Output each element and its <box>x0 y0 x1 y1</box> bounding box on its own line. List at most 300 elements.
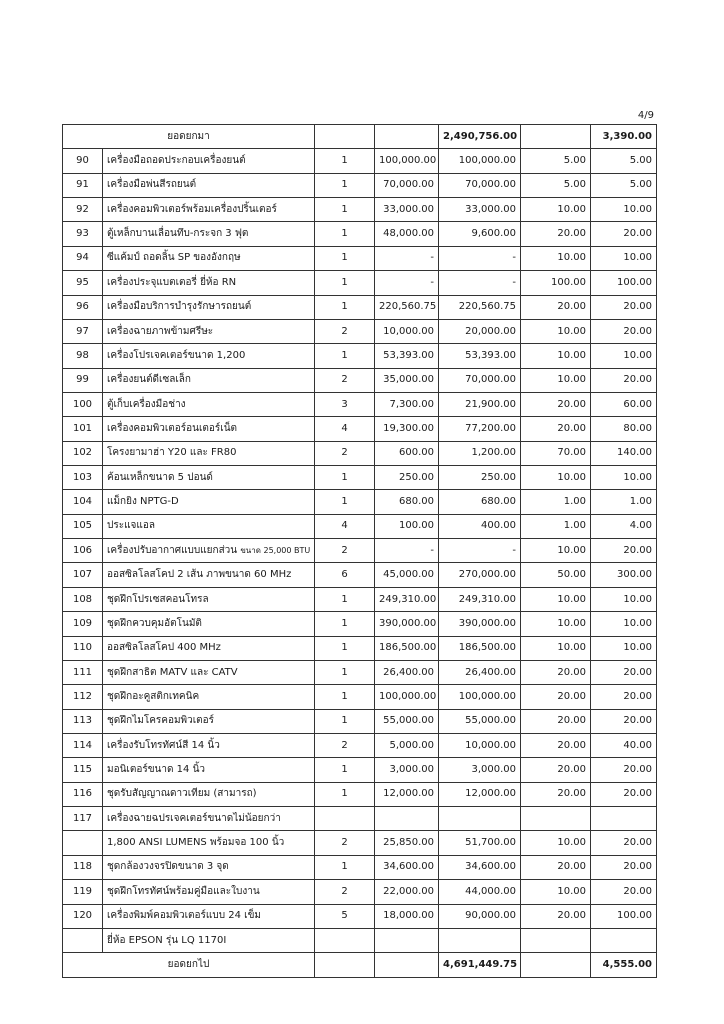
quantity-text: 1 <box>341 666 348 678</box>
quantity-text: 2 <box>341 325 348 337</box>
total-price <box>439 733 521 757</box>
item-description-text: ชุดฝึกควบคุมอัตโนมัติ <box>107 617 202 629</box>
carry-in-depreciation: 3,390.00 <box>591 125 657 149</box>
depreciation-rate-text: 70.00 <box>557 447 587 459</box>
depreciation-amount-text: 20.00 <box>623 666 653 678</box>
depreciation-rate <box>521 807 591 831</box>
quantity <box>315 344 375 368</box>
unit-price <box>375 660 439 684</box>
depreciation-rate <box>521 709 591 733</box>
quantity <box>315 782 375 806</box>
total-price-text: 26,400.00 <box>465 666 517 678</box>
quantity <box>315 709 375 733</box>
item-description-text: เครื่องมือพ่นสีรถยนต์ <box>107 179 197 191</box>
unit-price <box>375 539 439 563</box>
item-description-text: ออสซิลโลสโคป 2 เส้น ภาพขนาด 60 MHz <box>107 569 292 581</box>
depreciation-rate-text: 5.00 <box>563 155 587 167</box>
depreciation-amount <box>591 880 657 904</box>
row-number-text: 114 <box>72 739 93 751</box>
depreciation-amount-text: 10.00 <box>623 642 653 654</box>
item-description-text: ชุดฝึกโทรทัศน์พร้อมคู่มือและใบงาน <box>107 885 260 897</box>
quantity <box>315 490 375 514</box>
item-description-text: ประแจแอล <box>107 520 155 532</box>
total-price <box>439 880 521 904</box>
table-row <box>63 246 657 270</box>
total-price <box>439 490 521 514</box>
table-row <box>63 782 657 806</box>
quantity <box>315 246 375 270</box>
depreciation-rate <box>521 636 591 660</box>
item-description <box>103 271 315 295</box>
quantity <box>315 222 375 246</box>
quantity <box>315 612 375 636</box>
depreciation-amount-text: 20.00 <box>623 325 653 337</box>
depreciation-rate <box>521 198 591 222</box>
table-row <box>63 807 657 831</box>
quantity-text: 1 <box>341 228 348 240</box>
depreciation-rate <box>521 271 591 295</box>
carry-in-qty <box>315 125 375 149</box>
quantity <box>315 904 375 928</box>
depreciation-rate <box>521 246 591 270</box>
item-description-text: ตู้เหล็กบานเลื่อนทึบ-กระจก 3 ฟุต <box>107 228 249 240</box>
depreciation-amount-text: 10.00 <box>623 617 653 629</box>
table-row <box>63 441 657 465</box>
quantity <box>315 758 375 782</box>
depreciation-amount <box>591 246 657 270</box>
item-description-text: ชุดฝึกโปรเซสคอนโทรล <box>107 593 209 605</box>
depreciation-amount <box>591 709 657 733</box>
row-number-text: 105 <box>72 520 93 532</box>
item-description <box>103 660 315 684</box>
row-number <box>63 855 103 879</box>
item-description <box>103 198 315 222</box>
unit-price-text: 680.00 <box>399 496 435 508</box>
depreciation-rate-text: 20.00 <box>557 228 587 240</box>
unit-price <box>375 514 439 538</box>
depreciation-rate <box>521 733 591 757</box>
item-description-text: 1,800 ANSI LUMENS พร้อมจอ 100 นิ้ว <box>107 837 285 849</box>
quantity-text: 1 <box>341 252 348 264</box>
unit-price <box>375 441 439 465</box>
depreciation-rate <box>521 904 591 928</box>
item-description <box>103 612 315 636</box>
unit-price <box>375 490 439 514</box>
total-price <box>439 758 521 782</box>
depreciation-rate <box>521 222 591 246</box>
depreciation-amount <box>591 587 657 611</box>
quantity <box>315 417 375 441</box>
unit-price-text: 70,000.00 <box>383 179 435 191</box>
total-price-text: 53,393.00 <box>465 349 517 361</box>
quantity <box>315 514 375 538</box>
unit-price <box>375 709 439 733</box>
unit-price <box>375 831 439 855</box>
item-description-text: เครื่องคอมพิวเตอร์อนเตอร์เน็ต <box>107 422 238 434</box>
item-description-text: เครื่องมือถอดประกอบเครื่องยนต์ <box>107 155 246 167</box>
row-number-text: 98 <box>76 349 89 361</box>
carry-out-depreciation: 4,555.00 <box>591 953 657 978</box>
item-description-text: เครื่องประจุแบตเตอรี่ ยี่ห้อ RN <box>107 276 237 288</box>
item-description <box>103 563 315 587</box>
item-description <box>103 904 315 928</box>
unit-price-text: 186,500.00 <box>379 642 437 654</box>
depreciation-rate <box>521 319 591 343</box>
depreciation-amount-text: 10.00 <box>623 349 653 361</box>
depreciation-amount-text: 10.00 <box>623 252 653 264</box>
item-description <box>103 222 315 246</box>
total-price-text: 249,310.00 <box>458 593 517 605</box>
quantity <box>315 660 375 684</box>
depreciation-amount <box>591 490 657 514</box>
total-price-text: 270,000.00 <box>458 569 517 581</box>
depreciation-amount-text: 4.00 <box>629 520 653 532</box>
depreciation-amount <box>591 466 657 490</box>
depreciation-amount <box>591 295 657 319</box>
row-number-text: 120 <box>72 910 93 922</box>
unit-price <box>375 368 439 392</box>
row-number <box>63 222 103 246</box>
unit-price <box>375 344 439 368</box>
depreciation-amount <box>591 758 657 782</box>
unit-price-text: 600.00 <box>399 447 435 459</box>
unit-price <box>375 807 439 831</box>
item-description-text: ชุดรับสัญญาณดาวเทียม (สามารถ) <box>107 788 257 800</box>
depreciation-rate <box>521 612 591 636</box>
unit-price <box>375 295 439 319</box>
asset-table <box>62 124 657 978</box>
depreciation-rate <box>521 782 591 806</box>
item-description <box>103 587 315 611</box>
quantity-text: 1 <box>341 593 348 605</box>
depreciation-amount-text: 20.00 <box>623 764 653 776</box>
table-row <box>63 660 657 684</box>
unit-price-text: - <box>430 276 435 288</box>
depreciation-amount <box>591 782 657 806</box>
item-description <box>103 173 315 197</box>
depreciation-rate-text: 10.00 <box>557 471 587 483</box>
total-price-text: - <box>512 544 517 556</box>
item-description-text: เครื่องมือบริการบำรุงรักษารถยนต์ <box>107 301 252 313</box>
depreciation-amount-text: 20.00 <box>623 374 653 386</box>
total-price <box>439 466 521 490</box>
table-row <box>63 733 657 757</box>
table-row <box>63 271 657 295</box>
table-row <box>63 831 657 855</box>
item-description-text: ชุดฝึกสาธิต MATV และ CATV <box>107 666 238 678</box>
unit-price <box>375 758 439 782</box>
total-price <box>439 928 521 952</box>
depreciation-rate-text: 10.00 <box>557 642 587 654</box>
total-price-text: 390,000.00 <box>458 617 517 629</box>
total-price-text: 70,000.00 <box>465 179 517 191</box>
total-price-text: 186,500.00 <box>458 642 517 654</box>
table-row <box>63 490 657 514</box>
row-number <box>63 807 103 831</box>
item-description <box>103 928 315 952</box>
total-price-text: 250.00 <box>481 471 517 483</box>
total-price <box>439 319 521 343</box>
unit-price <box>375 612 439 636</box>
row-number-text: 100 <box>72 398 93 410</box>
depreciation-amount <box>591 904 657 928</box>
unit-price <box>375 928 439 952</box>
table-row <box>63 466 657 490</box>
carry-out-qty <box>315 953 375 978</box>
item-note: ขนาด 25,000 BTU <box>240 545 311 555</box>
row-number <box>63 514 103 538</box>
depreciation-rate <box>521 344 591 368</box>
quantity <box>315 563 375 587</box>
total-price <box>439 807 521 831</box>
total-price-text: 20,000.00 <box>465 325 517 337</box>
depreciation-rate-text: 20.00 <box>557 788 587 800</box>
unit-price-text: - <box>430 544 435 556</box>
item-description <box>103 636 315 660</box>
depreciation-amount-text: 20.00 <box>623 690 653 702</box>
depreciation-rate-text: 20.00 <box>557 715 587 727</box>
item-description <box>103 685 315 709</box>
depreciation-amount <box>591 807 657 831</box>
quantity-text: 5 <box>341 910 348 922</box>
unit-price-text: 34,600.00 <box>383 861 435 873</box>
depreciation-rate <box>521 928 591 952</box>
item-description <box>103 514 315 538</box>
depreciation-rate-text: 10.00 <box>557 593 587 605</box>
depreciation-amount <box>591 344 657 368</box>
depreciation-rate <box>521 295 591 319</box>
row-number <box>63 904 103 928</box>
row-number-text: 90 <box>76 155 89 167</box>
depreciation-amount-text: 40.00 <box>623 739 653 751</box>
depreciation-amount-text: 20.00 <box>623 861 653 873</box>
depreciation-rate <box>521 466 591 490</box>
row-number <box>63 417 103 441</box>
total-price-text: 44,000.00 <box>465 885 517 897</box>
row-number-text: 92 <box>76 203 89 215</box>
item-description-text: เครื่องปรับอากาศแบบแยกส่วน <box>107 544 238 556</box>
total-price-text: 3,000.00 <box>471 764 517 776</box>
total-price-text: 12,000.00 <box>465 788 517 800</box>
depreciation-rate-text: 1.00 <box>563 520 587 532</box>
depreciation-rate-text: 20.00 <box>557 301 587 313</box>
depreciation-amount-text: 5.00 <box>629 155 653 167</box>
row-number <box>63 344 103 368</box>
depreciation-amount <box>591 392 657 416</box>
quantity-text: 1 <box>341 203 348 215</box>
depreciation-amount-text: 20.00 <box>623 788 653 800</box>
item-description-text: ชุดกล้องวงจรปิดขนาด 3 จุด <box>107 861 229 873</box>
depreciation-rate-text: 10.00 <box>557 349 587 361</box>
row-number <box>63 539 103 563</box>
table-row <box>63 539 657 563</box>
total-price-text: 34,600.00 <box>465 861 517 873</box>
depreciation-amount <box>591 855 657 879</box>
table-row <box>63 685 657 709</box>
unit-price-text: 19,300.00 <box>383 422 435 434</box>
table-row <box>63 222 657 246</box>
row-number-text: 103 <box>72 471 93 483</box>
depreciation-amount <box>591 222 657 246</box>
quantity-text: 4 <box>341 520 348 532</box>
unit-price-text: 220,560.75 <box>379 301 437 313</box>
total-price-text: 90,000.00 <box>465 910 517 922</box>
item-description <box>103 539 315 563</box>
depreciation-rate-text: 10.00 <box>557 325 587 337</box>
quantity-text: 2 <box>341 374 348 386</box>
row-number <box>63 295 103 319</box>
depreciation-amount-text: 20.00 <box>623 885 653 897</box>
row-number-text: 101 <box>72 422 93 434</box>
unit-price <box>375 173 439 197</box>
total-price <box>439 246 521 270</box>
depreciation-rate <box>521 685 591 709</box>
unit-price-text: 100,000.00 <box>379 690 437 702</box>
unit-price <box>375 855 439 879</box>
unit-price <box>375 198 439 222</box>
depreciation-rate-text: 5.00 <box>563 179 587 191</box>
depreciation-rate <box>521 417 591 441</box>
depreciation-rate-text: 10.00 <box>557 837 587 849</box>
row-number <box>63 198 103 222</box>
depreciation-amount <box>591 612 657 636</box>
unit-price-text: 100,000.00 <box>379 155 437 167</box>
table-row <box>63 417 657 441</box>
depreciation-rate-text: 20.00 <box>557 422 587 434</box>
unit-price <box>375 246 439 270</box>
depreciation-rate <box>521 173 591 197</box>
item-description <box>103 441 315 465</box>
depreciation-amount-text: 20.00 <box>623 301 653 313</box>
quantity-text: 1 <box>341 617 348 629</box>
page-number: 4/9 <box>637 110 654 121</box>
total-price <box>439 855 521 879</box>
unit-price-text: 7,300.00 <box>389 398 435 410</box>
depreciation-rate <box>521 855 591 879</box>
quantity <box>315 539 375 563</box>
total-price-text: 55,000.00 <box>465 715 517 727</box>
item-description <box>103 149 315 173</box>
table-row <box>63 928 657 952</box>
total-price-text: 1,200.00 <box>471 447 517 459</box>
depreciation-rate-text: 10.00 <box>557 885 587 897</box>
total-price <box>439 368 521 392</box>
unit-price-text: 3,000.00 <box>389 764 435 776</box>
depreciation-amount <box>591 149 657 173</box>
total-price-text: 100,000.00 <box>458 690 517 702</box>
total-price <box>439 636 521 660</box>
row-number-text: 113 <box>72 715 93 727</box>
depreciation-rate-text: 10.00 <box>557 544 587 556</box>
row-number <box>63 368 103 392</box>
table-row <box>63 758 657 782</box>
total-price <box>439 392 521 416</box>
total-price <box>439 295 521 319</box>
total-price <box>439 514 521 538</box>
quantity-text: 2 <box>341 739 348 751</box>
carry-out-unit <box>375 953 439 978</box>
depreciation-amount <box>591 539 657 563</box>
depreciation-amount-text: 100.00 <box>617 910 653 922</box>
depreciation-amount <box>591 563 657 587</box>
row-number-text: 106 <box>72 544 93 556</box>
quantity <box>315 368 375 392</box>
table-row <box>63 198 657 222</box>
unit-price-text: 249,310.00 <box>379 593 437 605</box>
depreciation-rate <box>521 539 591 563</box>
depreciation-amount-text: 60.00 <box>623 398 653 410</box>
carry-in-row <box>63 125 657 149</box>
total-price-text: 680.00 <box>481 496 517 508</box>
depreciation-rate-text: 20.00 <box>557 398 587 410</box>
quantity-text: 1 <box>341 715 348 727</box>
unit-price-text: 25,850.00 <box>383 837 435 849</box>
depreciation-rate-text: 20.00 <box>557 739 587 751</box>
depreciation-amount-text: 20.00 <box>623 544 653 556</box>
depreciation-rate-text: 50.00 <box>557 569 587 581</box>
depreciation-amount <box>591 173 657 197</box>
unit-price-text: 35,000.00 <box>383 374 435 386</box>
total-price-text: 10,000.00 <box>465 739 517 751</box>
table-row <box>63 904 657 928</box>
unit-price <box>375 392 439 416</box>
row-number-text: 95 <box>76 276 89 288</box>
total-price <box>439 612 521 636</box>
item-description <box>103 466 315 490</box>
depreciation-rate <box>521 831 591 855</box>
table-row <box>63 855 657 879</box>
depreciation-rate-text: 10.00 <box>557 617 587 629</box>
total-price-text: 33,000.00 <box>465 203 517 215</box>
row-number <box>63 612 103 636</box>
quantity <box>315 880 375 904</box>
item-description-text: ซีแค้มป์ ถอดลิ้น SP ของอังกฤษ <box>107 252 241 264</box>
depreciation-amount <box>591 685 657 709</box>
total-price <box>439 344 521 368</box>
row-number-text: 93 <box>76 228 89 240</box>
row-number <box>63 709 103 733</box>
carry-out-total: 4,691,449.75 <box>439 953 521 978</box>
total-price-text: - <box>512 252 517 264</box>
total-price-text: 400.00 <box>481 520 517 532</box>
quantity-text: 2 <box>341 447 348 459</box>
total-price <box>439 904 521 928</box>
depreciation-amount-text: 10.00 <box>623 593 653 605</box>
unit-price-text: 55,000.00 <box>383 715 435 727</box>
depreciation-rate <box>521 149 591 173</box>
item-description <box>103 855 315 879</box>
unit-price-text: 18,000.00 <box>383 910 435 922</box>
item-description-text: เครื่องโปรเจคเตอร์ขนาด 1,200 <box>107 349 246 361</box>
unit-price <box>375 733 439 757</box>
depreciation-rate-text: 20.00 <box>557 764 587 776</box>
depreciation-amount <box>591 636 657 660</box>
depreciation-amount <box>591 319 657 343</box>
row-number <box>63 149 103 173</box>
total-price-text: 51,700.00 <box>465 837 517 849</box>
unit-price-text: 100.00 <box>399 520 435 532</box>
row-number <box>63 880 103 904</box>
row-number-text: 116 <box>72 788 93 800</box>
item-description-text: เครื่องพิมพ์คอมพิวเตอร์แบบ 24 เข็ม <box>107 910 261 922</box>
depreciation-amount <box>591 198 657 222</box>
depreciation-amount-text: 10.00 <box>623 203 653 215</box>
quantity-text: 1 <box>341 861 348 873</box>
quantity-text: 4 <box>341 422 348 434</box>
quantity <box>315 928 375 952</box>
quantity <box>315 855 375 879</box>
total-price-text: 77,200.00 <box>465 422 517 434</box>
